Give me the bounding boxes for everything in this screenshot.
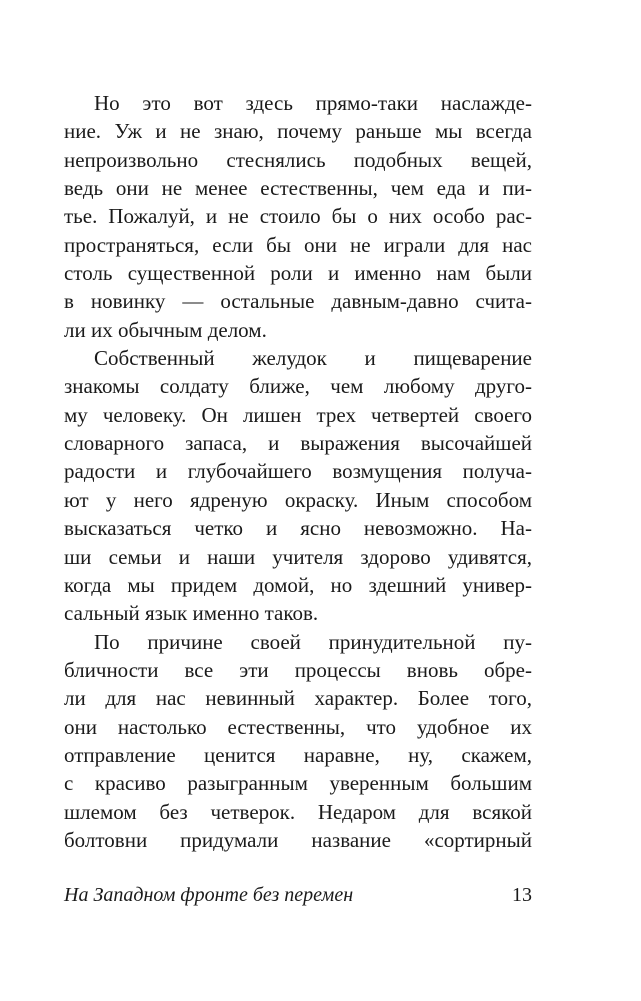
text-line: ли их обычным делом. xyxy=(64,317,267,342)
text-line: ют у него ядреную окраску. Иным способом xyxy=(64,487,532,512)
text-line: ведь они не менее естественны, чем еда и пи- xyxy=(64,176,532,201)
text-line: шлемом без четверок. Недаром для всякой xyxy=(64,799,532,824)
text-line: Но это вот здесь прямо-таки наслажде- xyxy=(94,91,532,115)
running-title: На Западном фронте без перемен xyxy=(64,884,354,906)
text-line: сальный язык именно таков. xyxy=(64,601,319,626)
text-line: когда мы придем домой, но здешний универ- xyxy=(64,572,532,597)
text-line: с красиво разыгранным уверенным большим xyxy=(64,771,532,796)
text-line: тье. Пожалуй, и не стоило бы о них особо рас- xyxy=(64,204,532,229)
text-line: высказаться четко и ясно невозможно. На- xyxy=(64,516,532,541)
text-line: радости и глубочайшего возмущения получа- xyxy=(64,459,532,484)
text-line: непроизвольно стеснялись подобных вещей, xyxy=(64,147,532,172)
text-line: ши семьи и наши учителя здорово удивятся, xyxy=(64,544,532,569)
text-line: пространяться, если бы они не играли для нас xyxy=(64,232,532,257)
text-line: знакомы солдату ближе, чем любому друго- xyxy=(64,374,532,399)
text-line: му человеку. Он лишен трех четвертей своего xyxy=(64,402,532,427)
text-block xyxy=(64,89,532,854)
text-line: столь существенной роли и именно нам были xyxy=(64,261,532,286)
text-line: в новинку — остальные давным-давно счита- xyxy=(64,289,532,314)
text-line: бличности все эти процессы вновь обре- xyxy=(64,657,532,682)
text-line: отправление ценится наравне, ну, скажем, xyxy=(64,742,532,767)
page-number: 13 xyxy=(512,884,532,906)
text-line: По причине своей принудительной пу- xyxy=(94,629,532,654)
text-line: Собственный желудок и пищеварение xyxy=(94,346,532,371)
text-line: они настолько естественны, что удобное их xyxy=(64,714,532,739)
text-line: ли для нас невинный характер. Более того, xyxy=(64,686,532,711)
page-footer xyxy=(64,882,532,908)
text-line: ние. Уж и не знаю, почему раньше мы всегда xyxy=(64,119,532,144)
text-line: болтовни придумали название «сортирный xyxy=(64,827,532,852)
text-line: словарного запаса, и выражения высочайшей xyxy=(64,431,532,456)
